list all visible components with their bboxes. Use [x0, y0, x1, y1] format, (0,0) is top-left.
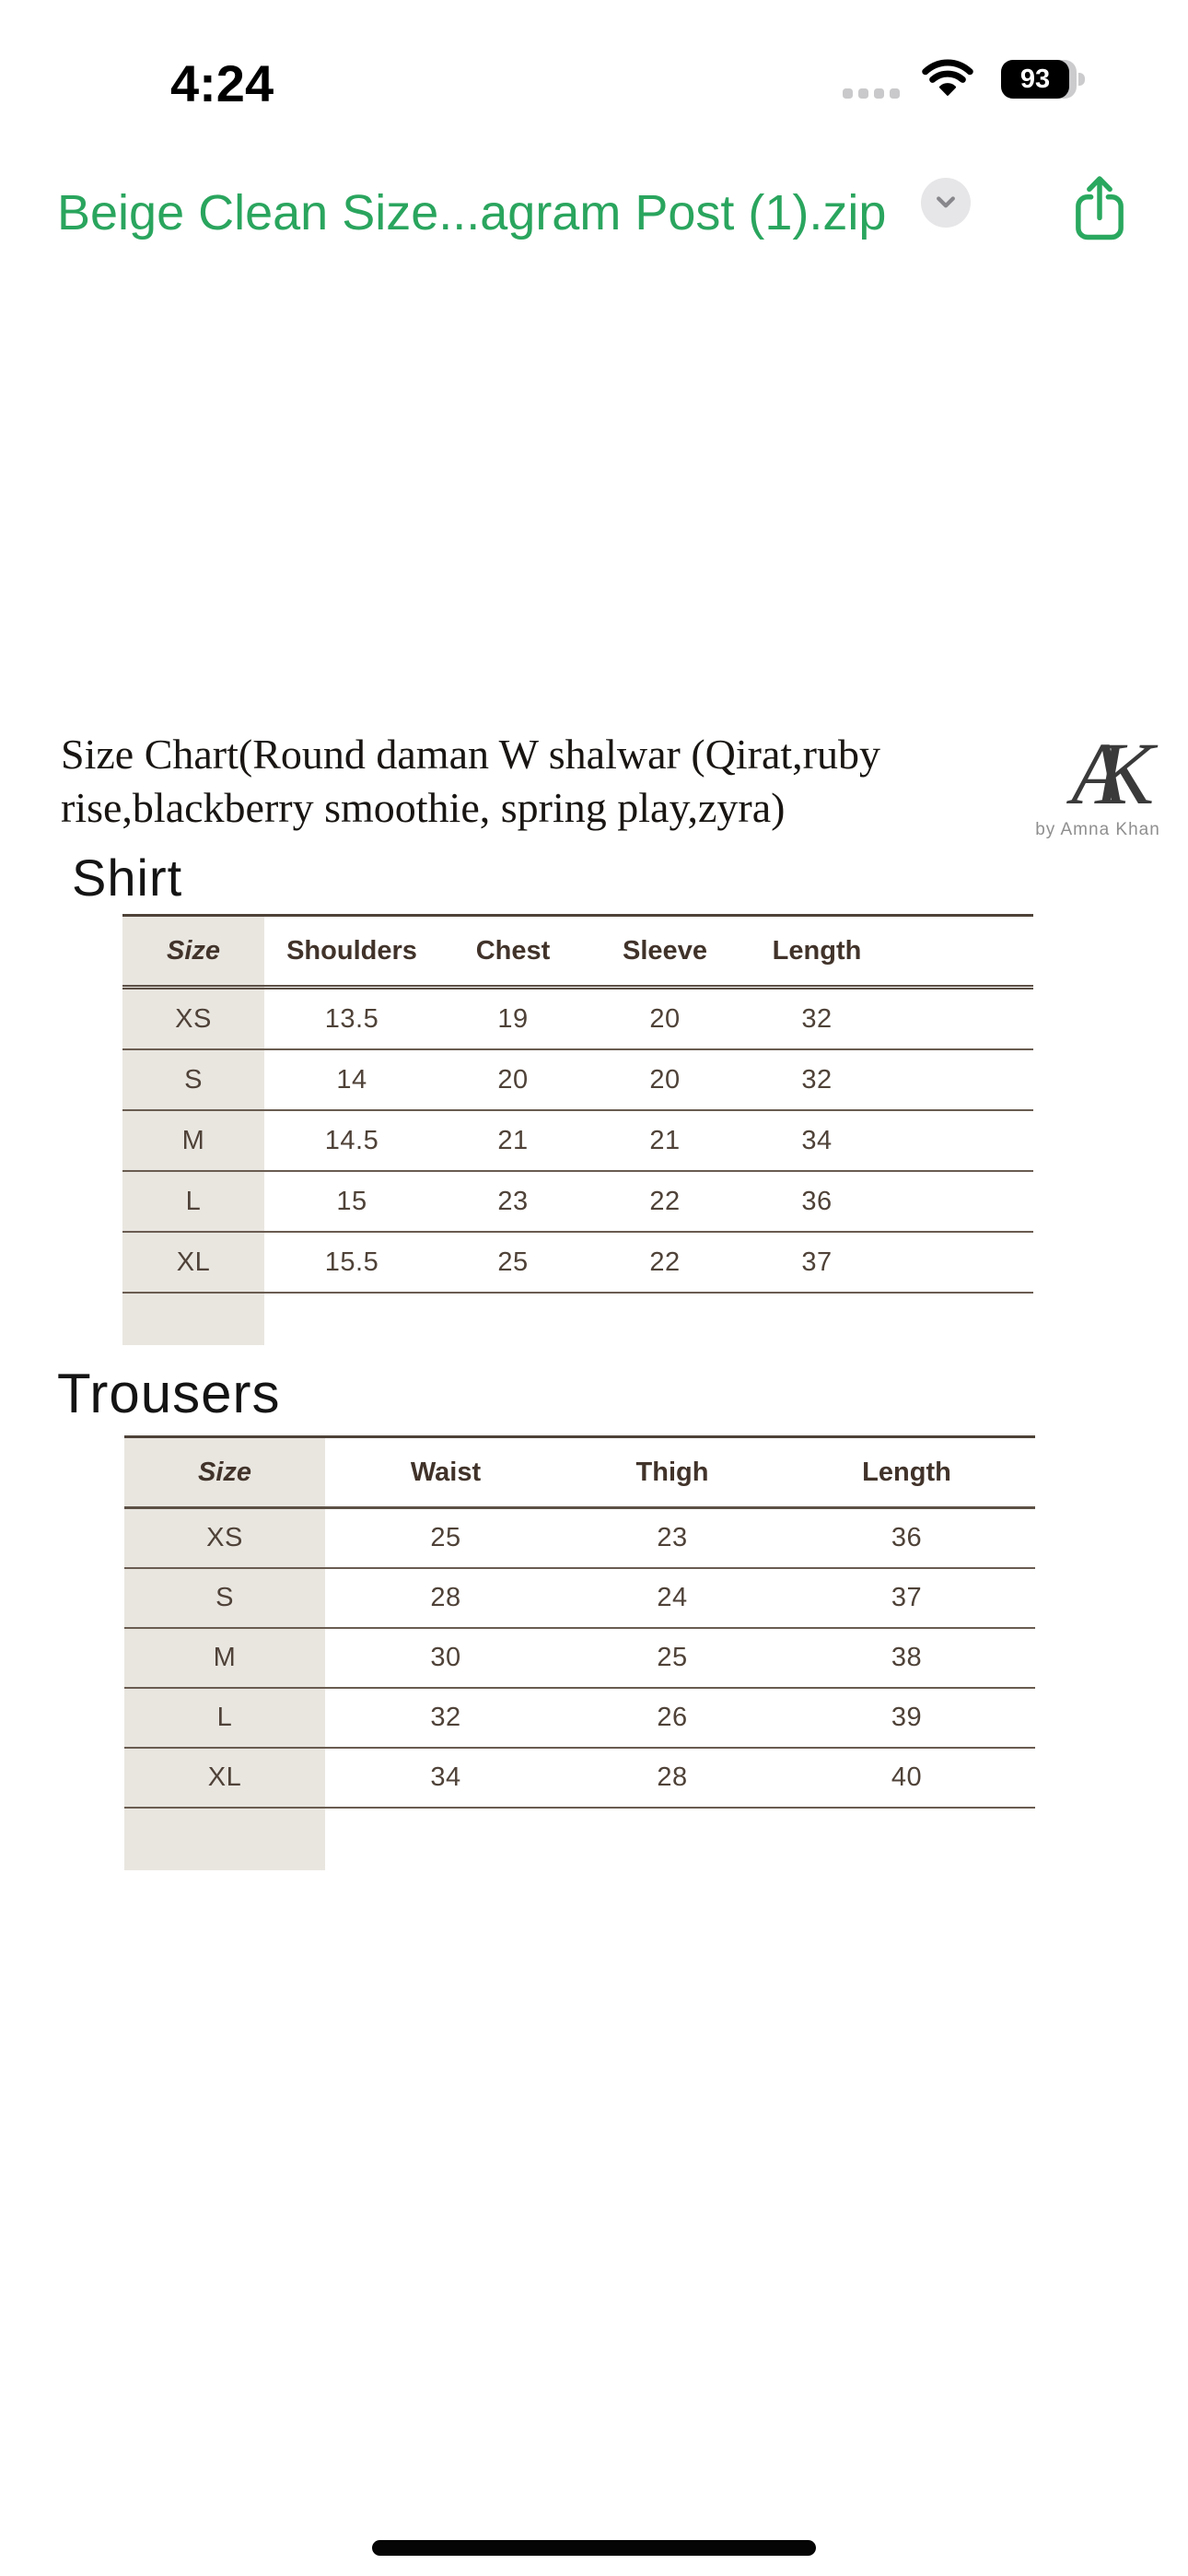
battery-fill — [1001, 60, 1069, 99]
table-cell: 28 — [325, 1568, 566, 1628]
share-button[interactable] — [1068, 171, 1131, 247]
shirt-heading: Shirt — [72, 849, 183, 907]
size-label: M — [122, 1110, 264, 1171]
brand-byline: by Amna Khan — [1035, 820, 1160, 839]
share-icon — [1070, 233, 1129, 247]
table-stub-row — [122, 1293, 1033, 1345]
table-cell: 39 — [778, 1688, 1035, 1748]
battery-cap — [1078, 73, 1085, 86]
stub-cell — [122, 1293, 264, 1345]
spacer-cell — [891, 1232, 1033, 1293]
table-row — [122, 1049, 1033, 1110]
signal-dot — [890, 88, 900, 99]
cellular-signal-icon — [843, 88, 900, 99]
table-cell: 20 — [439, 1049, 587, 1110]
signal-dot — [858, 88, 868, 99]
table-row — [124, 1568, 1035, 1628]
spacer-cell — [264, 1293, 1033, 1345]
signal-dot — [843, 88, 853, 99]
shirt-size-table — [122, 914, 1033, 1345]
table-cell: 25 — [439, 1232, 587, 1293]
table-cell: 22 — [587, 1171, 743, 1232]
table-stub-row — [124, 1808, 1035, 1870]
table-cell: 15.5 — [264, 1232, 439, 1293]
brand-monogram: AK — [1071, 724, 1124, 823]
spacer-cell — [891, 988, 1033, 1050]
trousers-heading: Trousers — [57, 1363, 281, 1424]
table-row — [124, 1508, 1035, 1569]
table-cell: 40 — [778, 1748, 1035, 1808]
table-cell: 22 — [587, 1232, 743, 1293]
column-header: Length — [743, 916, 891, 988]
table-cell: 34 — [325, 1748, 566, 1808]
table-header-row — [124, 1437, 1035, 1508]
table-cell: 21 — [587, 1110, 743, 1171]
column-header: Sleeve — [587, 916, 743, 988]
table-cell: 14.5 — [264, 1110, 439, 1171]
table-cell: 15 — [264, 1171, 439, 1232]
size-label: XL — [122, 1232, 264, 1293]
column-header: Shoulders — [264, 916, 439, 988]
table-cell: 23 — [439, 1171, 587, 1232]
table-cell: 34 — [743, 1110, 891, 1171]
table-cell: 28 — [566, 1748, 778, 1808]
table-cell: 36 — [743, 1171, 891, 1232]
table-row — [122, 1110, 1033, 1171]
table-cell: 36 — [778, 1508, 1035, 1569]
chevron-down-icon — [930, 186, 961, 220]
file-title: Beige Clean Size...agram Post (1).zip — [57, 185, 887, 240]
spacer-cell — [891, 1171, 1033, 1232]
size-label: S — [122, 1049, 264, 1110]
column-header: Waist — [325, 1437, 566, 1508]
size-label: XS — [124, 1508, 325, 1569]
table-cell: 14 — [264, 1049, 439, 1110]
battery-icon — [1001, 60, 1086, 99]
battery-percent: 93 — [1019, 64, 1051, 94]
table-cell: 37 — [743, 1232, 891, 1293]
size-label: XL — [124, 1748, 325, 1808]
signal-dot — [874, 88, 884, 99]
table-cell: 37 — [778, 1568, 1035, 1628]
table-cell: 25 — [566, 1628, 778, 1688]
column-header: Chest — [439, 916, 587, 988]
table-cell: 20 — [587, 988, 743, 1050]
table-cell: 23 — [566, 1508, 778, 1569]
size-label: L — [124, 1688, 325, 1748]
chevron-down-button[interactable] — [921, 178, 971, 228]
spacer-cell — [325, 1808, 1035, 1870]
column-header: Thigh — [566, 1437, 778, 1508]
size-chart-title-line1: Size Chart(Round daman W shalwar (Qirat,ruby — [61, 731, 880, 778]
table-cell: 25 — [325, 1508, 566, 1569]
table-cell: 32 — [743, 1049, 891, 1110]
spacer-cell — [891, 1110, 1033, 1171]
status-time: 4:24 — [170, 54, 274, 112]
table-row — [124, 1688, 1035, 1748]
size-label: S — [124, 1568, 325, 1628]
table-cell: 32 — [743, 988, 891, 1050]
table-row — [122, 1171, 1033, 1232]
wifi-icon — [921, 59, 974, 102]
spacer-cell — [891, 1049, 1033, 1110]
table-cell: 24 — [566, 1568, 778, 1628]
trousers-size-table — [124, 1435, 1035, 1870]
table-cell: 32 — [325, 1688, 566, 1748]
table-row — [124, 1748, 1035, 1808]
table-cell: 19 — [439, 988, 587, 1050]
brand-logo — [1024, 724, 1171, 840]
column-header: Size — [122, 916, 264, 988]
table-cell: 13.5 — [264, 988, 439, 1050]
table-cell: 26 — [566, 1688, 778, 1748]
spacer-cell — [891, 916, 1033, 988]
table-row — [124, 1628, 1035, 1688]
home-indicator[interactable] — [372, 2540, 816, 2556]
table-row — [122, 1232, 1033, 1293]
table-cell: 30 — [325, 1628, 566, 1688]
table-cell: 21 — [439, 1110, 587, 1171]
table-header-row — [122, 916, 1033, 988]
table-row — [122, 988, 1033, 1050]
size-label: L — [122, 1171, 264, 1232]
size-chart-title — [61, 728, 1111, 835]
size-chart-title-line2: rise,blackberry smoothie, spring play,zyra) — [61, 784, 786, 831]
table-cell: 20 — [587, 1049, 743, 1110]
size-label: XS — [122, 988, 264, 1050]
size-label: M — [124, 1628, 325, 1688]
column-header: Length — [778, 1437, 1035, 1508]
stub-cell — [124, 1808, 325, 1870]
table-cell: 38 — [778, 1628, 1035, 1688]
column-header: Size — [124, 1437, 325, 1508]
